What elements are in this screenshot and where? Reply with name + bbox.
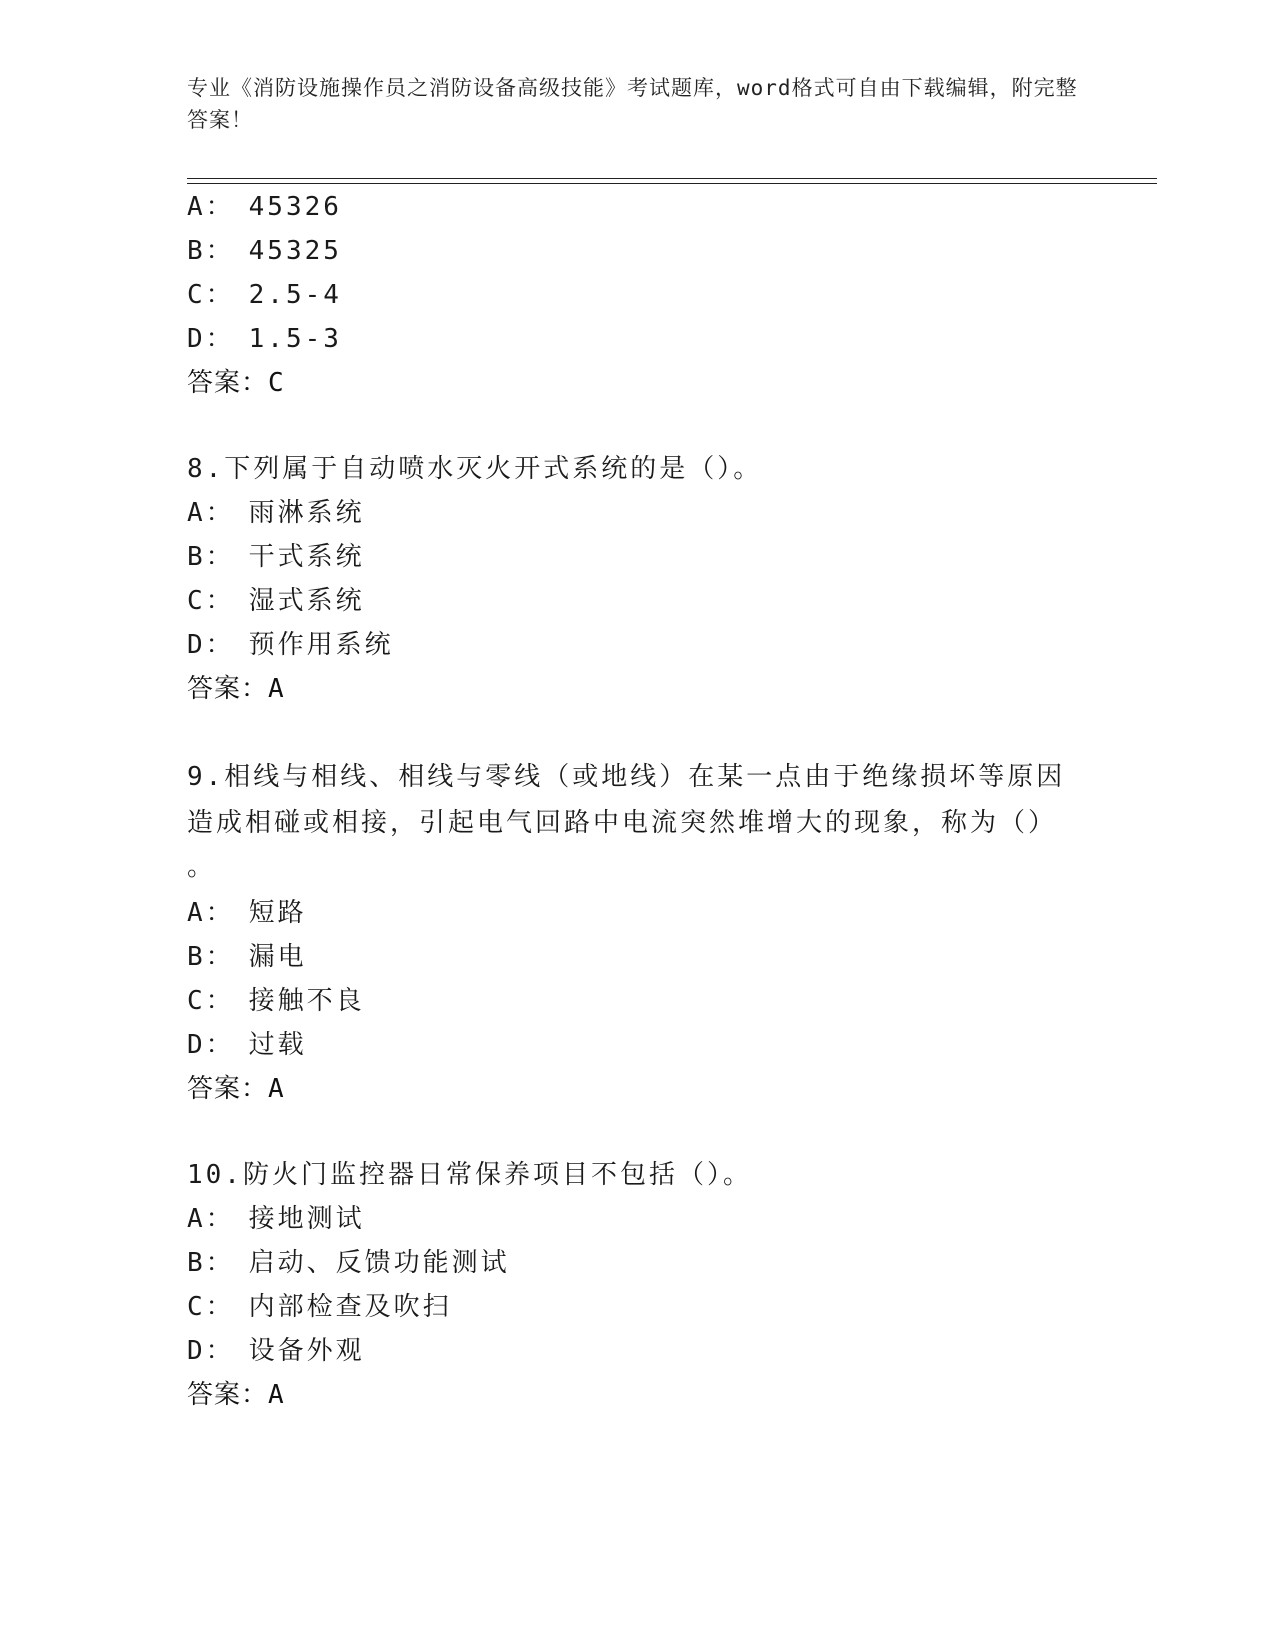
- option-letter: B：: [187, 1248, 235, 1278]
- option-text: 干式系统: [248, 542, 365, 572]
- option-letter: D：: [187, 1030, 235, 1060]
- option-d: [187, 322, 342, 356]
- answer-line: [187, 1072, 285, 1106]
- option-text: 接地测试: [248, 1204, 365, 1234]
- option-a: [187, 496, 365, 530]
- option-d: [187, 628, 394, 662]
- option-text: 湿式系统: [248, 586, 365, 616]
- option-c: [187, 278, 342, 312]
- question-text: 10.防火门监控器日常保养项目不包括（）。: [187, 1160, 752, 1190]
- answer-line: [187, 366, 285, 400]
- option-a: [187, 896, 307, 930]
- option-d: [187, 1334, 365, 1368]
- option-b: [187, 940, 307, 974]
- answer-label: 答案：: [187, 1380, 269, 1410]
- answer-line: [187, 1378, 285, 1412]
- answer-value: A: [268, 1074, 285, 1104]
- option-text: 雨淋系统: [248, 498, 365, 528]
- option-letter: B：: [187, 236, 235, 266]
- option-a: [187, 190, 342, 224]
- option-text: 启动、反馈功能测试: [248, 1248, 510, 1278]
- option-text: 短路: [248, 898, 307, 928]
- question-text-line-1: 9.相线与相线、相线与零线（或地线）在某一点由于绝缘损坏等原因: [187, 762, 1066, 792]
- option-letter: C：: [187, 280, 235, 310]
- option-c: [187, 984, 365, 1018]
- option-c: [187, 584, 365, 618]
- answer-line: [187, 672, 285, 706]
- option-a: [187, 1202, 365, 1236]
- option-text: 内部检查及吹扫: [248, 1292, 452, 1322]
- option-letter: D：: [187, 630, 235, 660]
- option-text: 预作用系统: [248, 630, 394, 660]
- option-letter: D：: [187, 324, 235, 354]
- answer-value: C: [268, 368, 285, 398]
- header-text: 专业《消防设施操作员之消防设备高级技能》考试题库，word格式可自由下载编辑，附完整答案！: [187, 76, 1078, 132]
- option-letter: B：: [187, 542, 235, 572]
- option-letter: A：: [187, 498, 235, 528]
- answer-label: 答案：: [187, 368, 269, 398]
- option-letter: A：: [187, 898, 235, 928]
- option-c: [187, 1290, 452, 1324]
- option-text: 45325: [248, 236, 342, 266]
- option-text: 45326: [248, 192, 342, 222]
- option-b: [187, 540, 365, 574]
- header-rule-bottom: [187, 183, 1157, 184]
- option-text: 设备外观: [248, 1336, 365, 1366]
- page-header: [187, 72, 1087, 136]
- option-text: 过载: [248, 1030, 307, 1060]
- option-letter: C：: [187, 986, 235, 1016]
- option-text: 接触不良: [248, 986, 365, 1016]
- header-rule-top: [187, 178, 1157, 179]
- option-b: [187, 234, 342, 268]
- option-letter: C：: [187, 1292, 235, 1322]
- option-letter: A：: [187, 1204, 235, 1234]
- question-text-line-3: 。: [187, 852, 217, 882]
- option-text: 2.5-4: [248, 280, 342, 310]
- option-text: 1.5-3: [248, 324, 342, 354]
- option-letter: B：: [187, 942, 235, 972]
- option-text: 漏电: [248, 942, 307, 972]
- question-text: 8.下列属于自动喷水灭火开式系统的是（）。: [187, 454, 763, 484]
- answer-label: 答案：: [187, 674, 269, 704]
- answer-value: A: [268, 1380, 285, 1410]
- answer-value: A: [268, 674, 285, 704]
- option-letter: D：: [187, 1336, 235, 1366]
- option-d: [187, 1028, 307, 1062]
- answer-label: 答案：: [187, 1074, 269, 1104]
- question-text-line-2: 造成相碰或相接，引起电气回路中电流突然堆增大的现象，称为（）: [187, 808, 1058, 838]
- option-letter: A：: [187, 192, 235, 222]
- option-letter: C：: [187, 586, 235, 616]
- option-b: [187, 1246, 510, 1280]
